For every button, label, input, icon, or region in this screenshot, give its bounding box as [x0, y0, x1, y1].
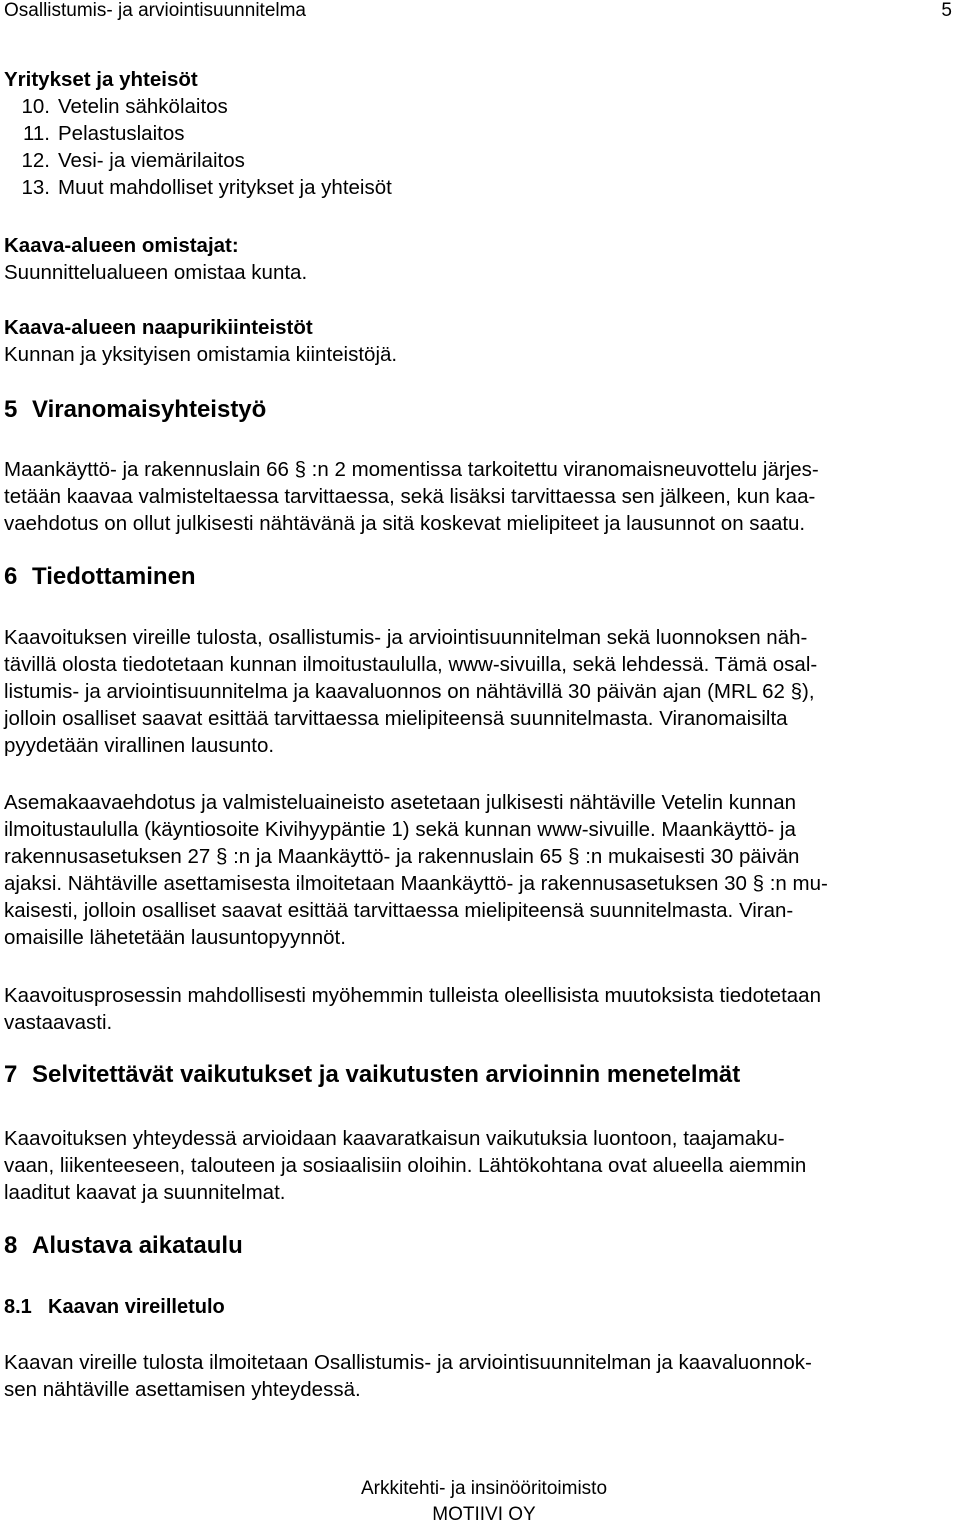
document-title: Osallistumis- ja arviointisuunnitelma	[4, 0, 306, 21]
paragraph-line: listumis- ja arviointisuunnitelma ja kaavaluonnos on nähtävillä 30 päivän ajan (MRL 62 §),	[4, 680, 815, 703]
section-5-body	[4, 456, 954, 537]
section-6	[4, 562, 954, 592]
neighbors-text: Kunnan ja yksityisen omistamia kiinteistöjä.	[4, 343, 398, 366]
page-footer	[0, 1476, 960, 1528]
paragraph-line: omaisille lähetetään lausuntopyynnöt.	[4, 926, 346, 949]
list-item: 12. Vesi- ja viemärilaitos	[21, 149, 245, 172]
section-heading: 5 Viranomaisyhteistyö	[4, 396, 267, 423]
list-item: 11. Pelastuslaitos	[23, 122, 185, 145]
section-6-para-1	[4, 624, 954, 759]
section-7-body	[4, 1125, 954, 1206]
paragraph-line: laaditut kaavat ja suunnitelmat.	[4, 1181, 286, 1204]
paragraph-line: Kaavoitusprosessin mahdollisesti myöhemmin tulleista oleellisista muutoksista tiedotetaan	[4, 984, 821, 1007]
paragraph-line: sen nähtäville asettamisen yhteydessä.	[4, 1378, 361, 1401]
section-8-1	[4, 1294, 954, 1320]
list-item: 10. Vetelin sähkölaitos	[21, 95, 228, 118]
paragraph-line: Maankäyttö- ja rakennuslain 66 § :n 2 momentissa tarkoitettu viranomaisneuvottelu järjes-	[4, 458, 819, 481]
paragraph-line: Kaavoituksen vireille tulosta, osallistumis- ja arviointisuunnitelman sekä luonnoksen näh-	[4, 626, 808, 649]
owners-block	[4, 232, 954, 286]
paragraph-line: jolloin osalliset saavat esittää tarvittaessa mielipiteensä suunnitelmasta. Viranomaisilta	[4, 707, 788, 730]
footer-line-1: Arkkitehti- ja insinööritoimisto	[360, 1478, 608, 1499]
section-8	[4, 1231, 954, 1261]
page-header	[0, 0, 952, 24]
companies-heading: Yritykset ja yhteisöt	[4, 68, 198, 91]
paragraph-line: Kaavan vireille tulosta ilmoitetaan Osallistumis- ja arviointisuunnitelman ja kaavaluonnok-	[4, 1351, 812, 1374]
paragraph-line: Kaavoituksen yhteydessä arvioidaan kaavaratkaisun vaikutuksia luontoon, taajamaku-	[4, 1127, 785, 1150]
section-5	[4, 395, 954, 425]
owners-text: Suunnittelualueen omistaa kunta.	[4, 261, 308, 284]
section-heading: 8 Alustava aikataulu	[4, 1232, 243, 1259]
page-number: 5	[941, 0, 952, 21]
paragraph-line: vastaavasti.	[4, 1011, 113, 1034]
section-6-para-3	[4, 982, 954, 1036]
paragraph-line: Asemakaavaehdotus ja valmisteluaineisto asetetaan julkisesti nähtäville Vetelin kunnan	[4, 791, 797, 814]
paragraph-line: vaan, liikenteeseen, talouteen ja sosiaalisiin oloihin. Lähtökohtana ovat alueella aiemmin	[4, 1154, 807, 1177]
section-heading: 6 Tiedottaminen	[4, 563, 196, 590]
paragraph-line: pyydetään virallinen lausunto.	[4, 734, 275, 757]
section-6-para-2	[4, 789, 954, 951]
companies-list	[4, 93, 954, 201]
footer-line-2: MOTIIVI OY	[432, 1504, 536, 1525]
paragraph-line: ajaksi. Nähtäville asettamisesta ilmoitetaan Maankäyttö- ja rakennusasetuksen 30 § :n mu-	[4, 872, 828, 895]
paragraph-line: vaehdotus on ollut julkisesti nähtävänä ja sitä koskevat mielipiteet ja lausunnot on saatu.	[4, 512, 806, 535]
owners-heading: Kaava-alueen omistajat:	[4, 234, 239, 257]
list-item: 13. Muut mahdolliset yritykset ja yhteisöt	[21, 176, 392, 199]
section-7	[4, 1060, 954, 1090]
neighbors-heading: Kaava-alueen naapurikiinteistöt	[4, 316, 313, 339]
subsection-heading: 8.1 Kaavan vireilletulo	[4, 1296, 225, 1318]
section-8-1-body	[4, 1349, 954, 1403]
section-heading: 7 Selvitettävät vaikutukset ja vaikutusten arvioinnin menetelmät	[4, 1061, 741, 1088]
paragraph-line: tävillä olosta tiedotetaan kunnan ilmoitustaululla, www-sivuilla, sekä lehdessä. Tämä osal-	[4, 653, 818, 676]
paragraph-line: kaisesti, jolloin osalliset saavat esittää tarvittaessa mielipiteensä suunnitelmasta. Viran-	[4, 899, 794, 922]
companies-block	[4, 66, 954, 201]
paragraph-line: ilmoitustaululla (käyntiosoite Kivihyypäntie 1) sekä kunnan www-sivuille. Maankäyttö- ja	[4, 818, 796, 841]
paragraph-line: tetään kaavaa valmisteltaessa tarvittaessa, sekä lisäksi tarvittaessa sen jälkeen, kun kaa-	[4, 485, 816, 508]
neighbors-block	[4, 314, 954, 368]
paragraph-line: rakennusasetuksen 27 § :n ja Maankäyttö- ja rakennuslain 65 § :n mukaisesti 30 päivän	[4, 845, 800, 868]
